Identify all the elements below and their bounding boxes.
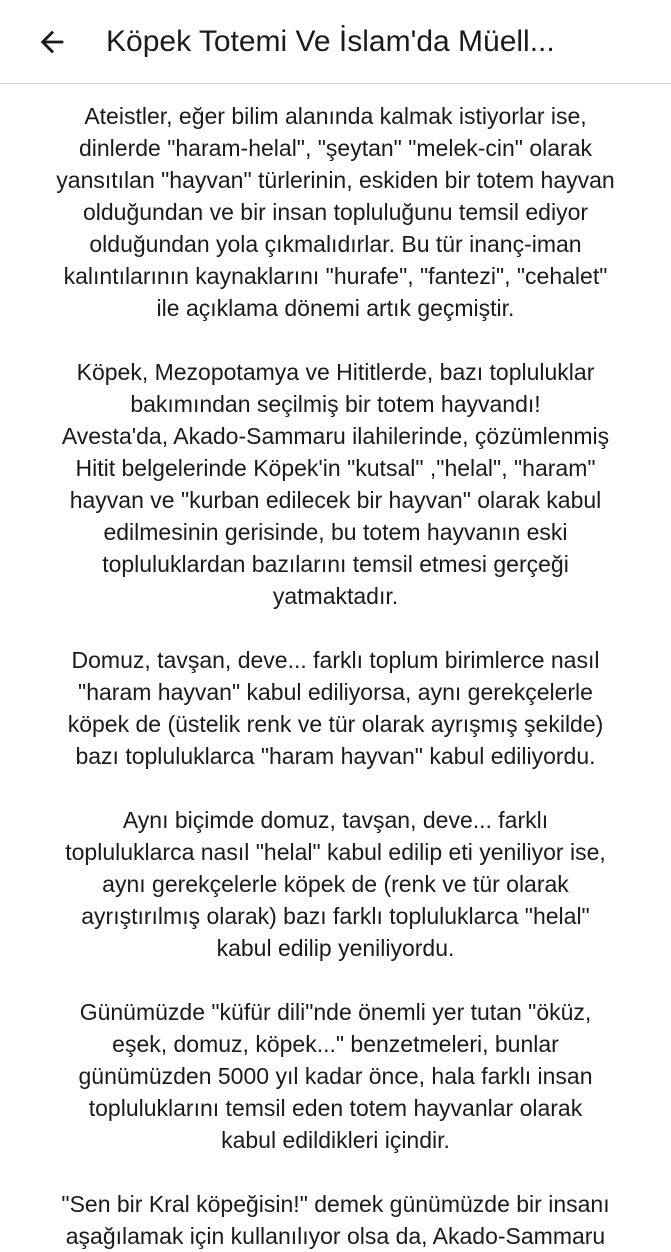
- back-button[interactable]: [22, 12, 82, 72]
- article-line: edilmesinin gerisinde, bu totem hayvanın eski: [103, 519, 568, 545]
- article-paragraph: [26, 804, 646, 964]
- article-line: ayrıştırılmış olarak) bazı farklı topluluklarca "helal": [81, 903, 590, 929]
- article-line: aynı gerekçelerle köpek de (renk ve tür olarak: [102, 871, 569, 897]
- article-line: Hitit belgelerinde Köpek'in "kutsal" ,"helal", "haram": [75, 455, 596, 481]
- article-line: olduğundan ve bir insan topluluğunu temsil ediyor: [82, 199, 589, 225]
- article-line: Köpek, Mezopotamya ve Hititlerde, bazı topluluklar: [76, 359, 595, 385]
- article-line: hayvan ve "kurban edilecek bir hayvan" olarak kabul: [69, 487, 602, 513]
- page-title: Köpek Totemi Ve İslam'da Müell...: [106, 25, 555, 58]
- article-line: yansıtılan "hayvan" türlerinin, eskiden bir totem hayvan: [56, 167, 615, 193]
- article-paragraph: [26, 100, 646, 324]
- article-line: Aynı biçimde domuz, tavşan, deve... farklı: [122, 807, 549, 833]
- article-line: kalıntılarının kaynaklarını "hurafe", "fantezi", "cehalet": [63, 263, 608, 289]
- article-body: [26, 84, 646, 1252]
- article-line: Domuz, tavşan, deve... farklı toplum birimlerce nasıl: [71, 647, 600, 673]
- article-line: yatmaktadır.: [272, 583, 399, 609]
- article-paragraph: [26, 356, 646, 612]
- article-paragraph: [26, 996, 646, 1156]
- article-line: kabul edilip yeniliyordu.: [216, 935, 455, 961]
- article-line: bazı topluluklarca "haram hayvan" kabul ediliyordu.: [75, 743, 596, 769]
- article-line: Ateistler, eğer bilim alanında kalmak istiyorlar ise,: [84, 103, 587, 129]
- article-line: topluluklarını temsil eden totem hayvanlar olarak: [88, 1095, 583, 1121]
- article-line: dinlerde "haram-helal", "şeytan" "melek-cin" olarak: [78, 135, 593, 161]
- article-line: bakımından seçilmiş bir totem hayvandı!: [130, 391, 541, 417]
- article-line: olduğundan yola çıkmalıdırlar. Bu tür inanç-iman: [89, 231, 582, 257]
- article-line: köpek de (üstelik renk ve tür olarak ayrışmış şekilde): [67, 711, 604, 737]
- article-line: "Sen bir Kral köpeğisin!" demek günümüzde bir insanı: [61, 1191, 610, 1217]
- article-paragraph: [26, 644, 646, 772]
- article-line: topluluklarca nasıl "helal" kabul edilip eti yeniliyor ise,: [65, 839, 606, 865]
- top-app-bar: [0, 0, 671, 84]
- article-line: Avesta'da, Akado-Sammaru ilahilerinde, çözümlenmiş: [61, 423, 610, 449]
- article-line: "haram hayvan" kabul ediliyorsa, aynı gerekçelerle: [78, 679, 593, 705]
- article-line: Günümüzde "küfür dili"nde önemli yer tutan "öküz,: [79, 999, 592, 1025]
- article-line: günümüzden 5000 yıl kadar önce, hala farklı insan: [78, 1063, 593, 1089]
- article-line: eşek, domuz, köpek..." benzetmeleri, bunlar: [112, 1031, 559, 1057]
- article-line: ile açıklama dönemi artık geçmiştir.: [156, 295, 515, 321]
- article-line: topluluklardan bazılarını temsil etmesi gerçeği: [102, 551, 569, 577]
- arrow-left-icon: [35, 25, 69, 59]
- article-scroll-area[interactable]: [0, 84, 671, 1249]
- article-paragraph: [26, 1188, 646, 1252]
- article-line: kabul edildikleri içindir.: [221, 1127, 450, 1153]
- article-line: aşağılamak için kullanılıyor olsa da, Akado-Sammaru: [65, 1223, 606, 1249]
